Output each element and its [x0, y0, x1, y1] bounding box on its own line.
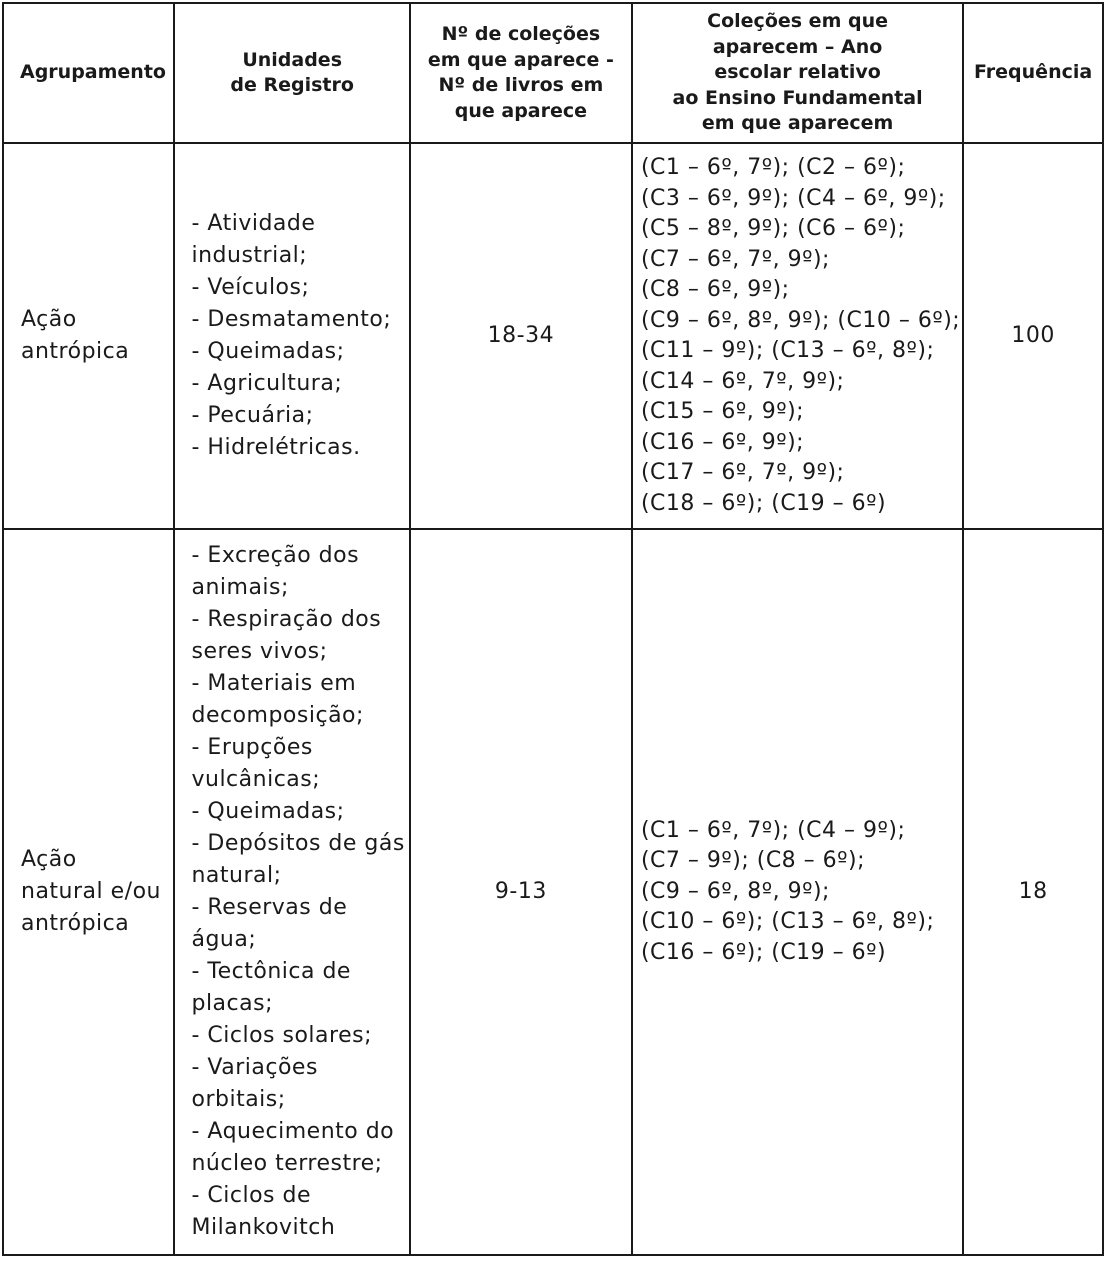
group-cell: Ação natural e/ou antrópica [3, 529, 174, 1255]
header-frequencia: Frequência [963, 3, 1103, 143]
units-cell: - Excreção dos animais; - Respiração dos seres vivos; - Materiais em decomposição; - Erupções vulcânicas; - Queimadas; - Depósitos de gás natural; - Reservas de água; - Tectônica de placas; - Ciclos solares; - Variações orbitais; - Aquecimento do núcleo terrestre; - Ciclos de Milankovitch [174, 529, 409, 1255]
table-row [3, 529, 1103, 1255]
header-numero-colecoes: Nº de coleções em que aparece - Nº de livros em que aparece [410, 3, 632, 143]
count-cell: 9-13 [410, 529, 632, 1255]
frequency-cell: 100 [963, 143, 1103, 529]
units-cell: - Atividade industrial; - Veículos; - Desmatamento; - Queimadas; - Agricultura; - Pecuária; - Hidrelétricas. [174, 143, 409, 529]
header-row [3, 3, 1103, 143]
header-agrupamento: Agrupamento [3, 3, 174, 143]
table-row [3, 143, 1103, 529]
collections-cell: (C1 – 6º, 7º); (C2 – 6º); (C3 – 6º, 9º); (C4 – 6º, 9º); (C5 – 8º, 9º); (C6 – 6º); (C7 – 6º, 7º, 9º); (C8 – 6º, 9º); (C9 – 6º, 8º, 9º); (C10 – 6º); (C11 – 9º); (C13 – 6º, 8º); (C14 – 6º, 7º, 9º); (C15 – 6º, 9º); (C16 – 6º, 9º); (C17 – 6º, 7º, 9º); (C18 – 6º); (C19 – 6º) [632, 143, 963, 529]
data-table [2, 2, 1104, 1256]
count-cell: 18-34 [410, 143, 632, 529]
collections-cell: (C1 – 6º, 7º); (C4 – 9º); (C7 – 9º); (C8 – 6º); (C9 – 6º, 8º, 9º); (C10 – 6º); (C13 – 6º, 8º); (C16 – 6º); (C19 – 6º) [632, 529, 963, 1255]
header-colecoes: Coleções em que aparecem – Ano escolar relativo ao Ensino Fundamental em que aparecem [632, 3, 963, 143]
header-unidades: Unidades de Registro [174, 3, 409, 143]
frequency-cell: 18 [963, 529, 1103, 1255]
group-cell: Ação antrópica [3, 143, 174, 529]
